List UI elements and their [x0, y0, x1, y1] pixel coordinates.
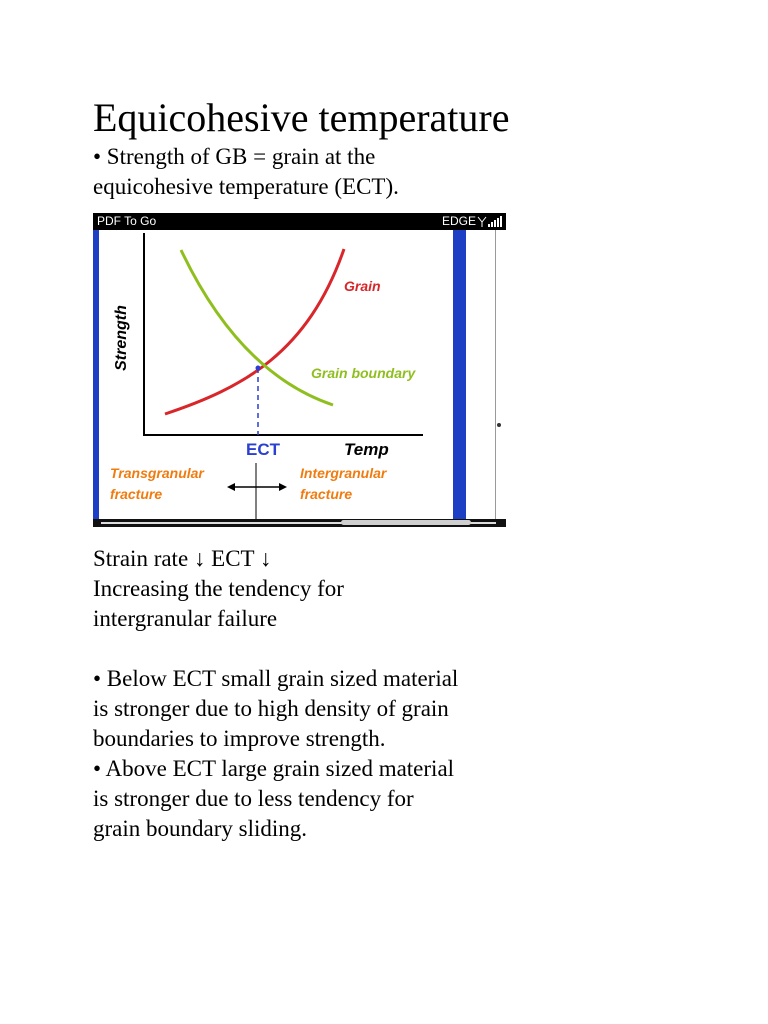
- network-label: EDGE: [441, 214, 476, 228]
- intro-paragraph: [93, 142, 653, 202]
- arrow-right-head-icon: [279, 483, 287, 491]
- intro-line: • Strength of GB = grain at the: [93, 144, 376, 169]
- grain-boundary-label: Grain boundary: [311, 365, 416, 381]
- grain-label: Grain: [344, 278, 381, 294]
- bullet-line: grain boundary sliding.: [93, 816, 307, 841]
- grain-boundary-curve: [181, 250, 333, 405]
- page-title: Equicohesive temperature: [93, 95, 510, 140]
- intro-line: equicohesive temperature (ECT).: [93, 174, 399, 199]
- bullet-line: boundaries to improve strength.: [93, 726, 386, 751]
- paragraph-gap: [93, 634, 653, 664]
- arrow-left-head-icon: [227, 483, 235, 491]
- y-axis-label: Strength: [113, 305, 130, 371]
- body-line: Increasing the tendency for: [93, 576, 344, 601]
- bullet-line: is stronger due to less tendency for: [93, 786, 414, 811]
- body-text: [93, 544, 653, 844]
- body-line: Strain rate ↓ ECT ↓: [93, 546, 272, 571]
- intergranular-label-line2: fracture: [300, 486, 353, 502]
- bullet-line: • Above ECT large grain sized material: [93, 756, 455, 781]
- bullet-line: is stronger due to high density of grain: [93, 696, 449, 721]
- x-axis-label: Temp: [344, 440, 389, 459]
- embedded-device-screenshot: [93, 213, 506, 527]
- intergranular-label-line1: Intergranular: [300, 465, 387, 481]
- ect-diagram: [93, 213, 506, 527]
- body-line: intergranular failure: [93, 606, 278, 631]
- transgranular-label-line1: Transgranular: [110, 465, 204, 481]
- transgranular-label-line2: fracture: [110, 486, 163, 502]
- ect-intersection-point: [256, 366, 261, 371]
- app-name-label: PDF To Go: [97, 214, 157, 228]
- ect-label: ECT: [246, 440, 280, 459]
- bullet-line: • Below ECT small grain sized material: [93, 666, 459, 691]
